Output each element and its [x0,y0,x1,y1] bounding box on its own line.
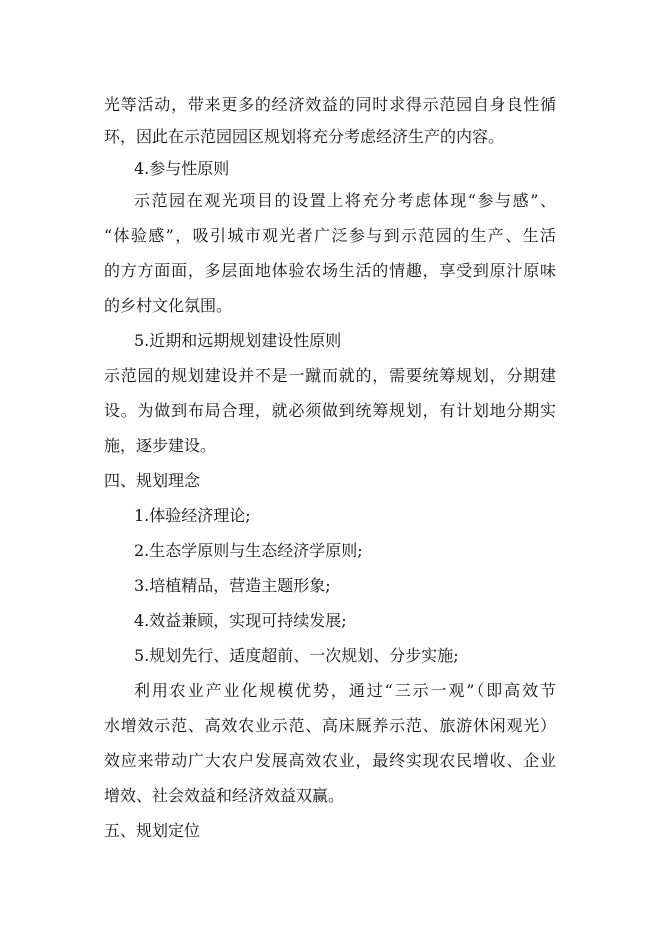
section-heading: 五、规划定位 [104,821,201,840]
list-item: 4.效益兼顾，实现可持续发展; [134,611,347,630]
paragraph-line: 的方方面面，多层面地体验农场生活的情趣，享受到原汁原味 [104,261,556,280]
paragraph-line: 效应来带动广大农户发展高效农业，最终实现农民增收、企业 [104,751,556,770]
section-heading: 四、规划理念 [104,471,201,490]
paragraph-line: 水增效示范、高效农业示范、高床厩养示范、旅游休闲观光） [104,716,556,735]
paragraph-line: 示范园的规划建设并不是一蹴而就的，需要统筹规划，分期建 [104,366,556,385]
section-subheading: 5.近期和远期规划建设性原则 [134,331,342,350]
paragraph-line: 施，逐步建设。 [104,436,217,455]
section-subheading: 4.参与性原则 [134,159,230,178]
paragraph-line: “体验感”，吸引城市观光者广泛参与到示范园的生产、生活 [104,226,556,245]
paragraph-line: 利用农业产业化规模优势，通过“三示一观”（即高效节 [134,681,556,700]
paragraph-line: 示范园在观光项目的设置上将充分考虑体现“参与感”、 [134,191,556,210]
list-item: 2.生态学原则与生态经济学原则; [134,541,363,560]
list-item: 1.体验经济理论; [134,506,251,525]
paragraph-line: 增效、社会效益和经济效益双赢。 [104,786,345,805]
paragraph-line: 的乡村文化氛围。 [104,296,233,315]
paragraph-line: 环，因此在示范园园区规划将充分考虑经济生产的内容。 [104,127,505,146]
paragraph-line: 设。为做到布局合理，就必须做到统筹规划，有计划地分期实 [104,401,556,420]
list-item: 3.培植精品，营造主题形象; [134,576,331,595]
paragraph-line: 光等活动，带来更多的经济效益的同时求得示范园自身良性循 [104,95,556,114]
list-item: 5.规划先行、适度超前、一次规划、分步实施; [134,646,459,665]
